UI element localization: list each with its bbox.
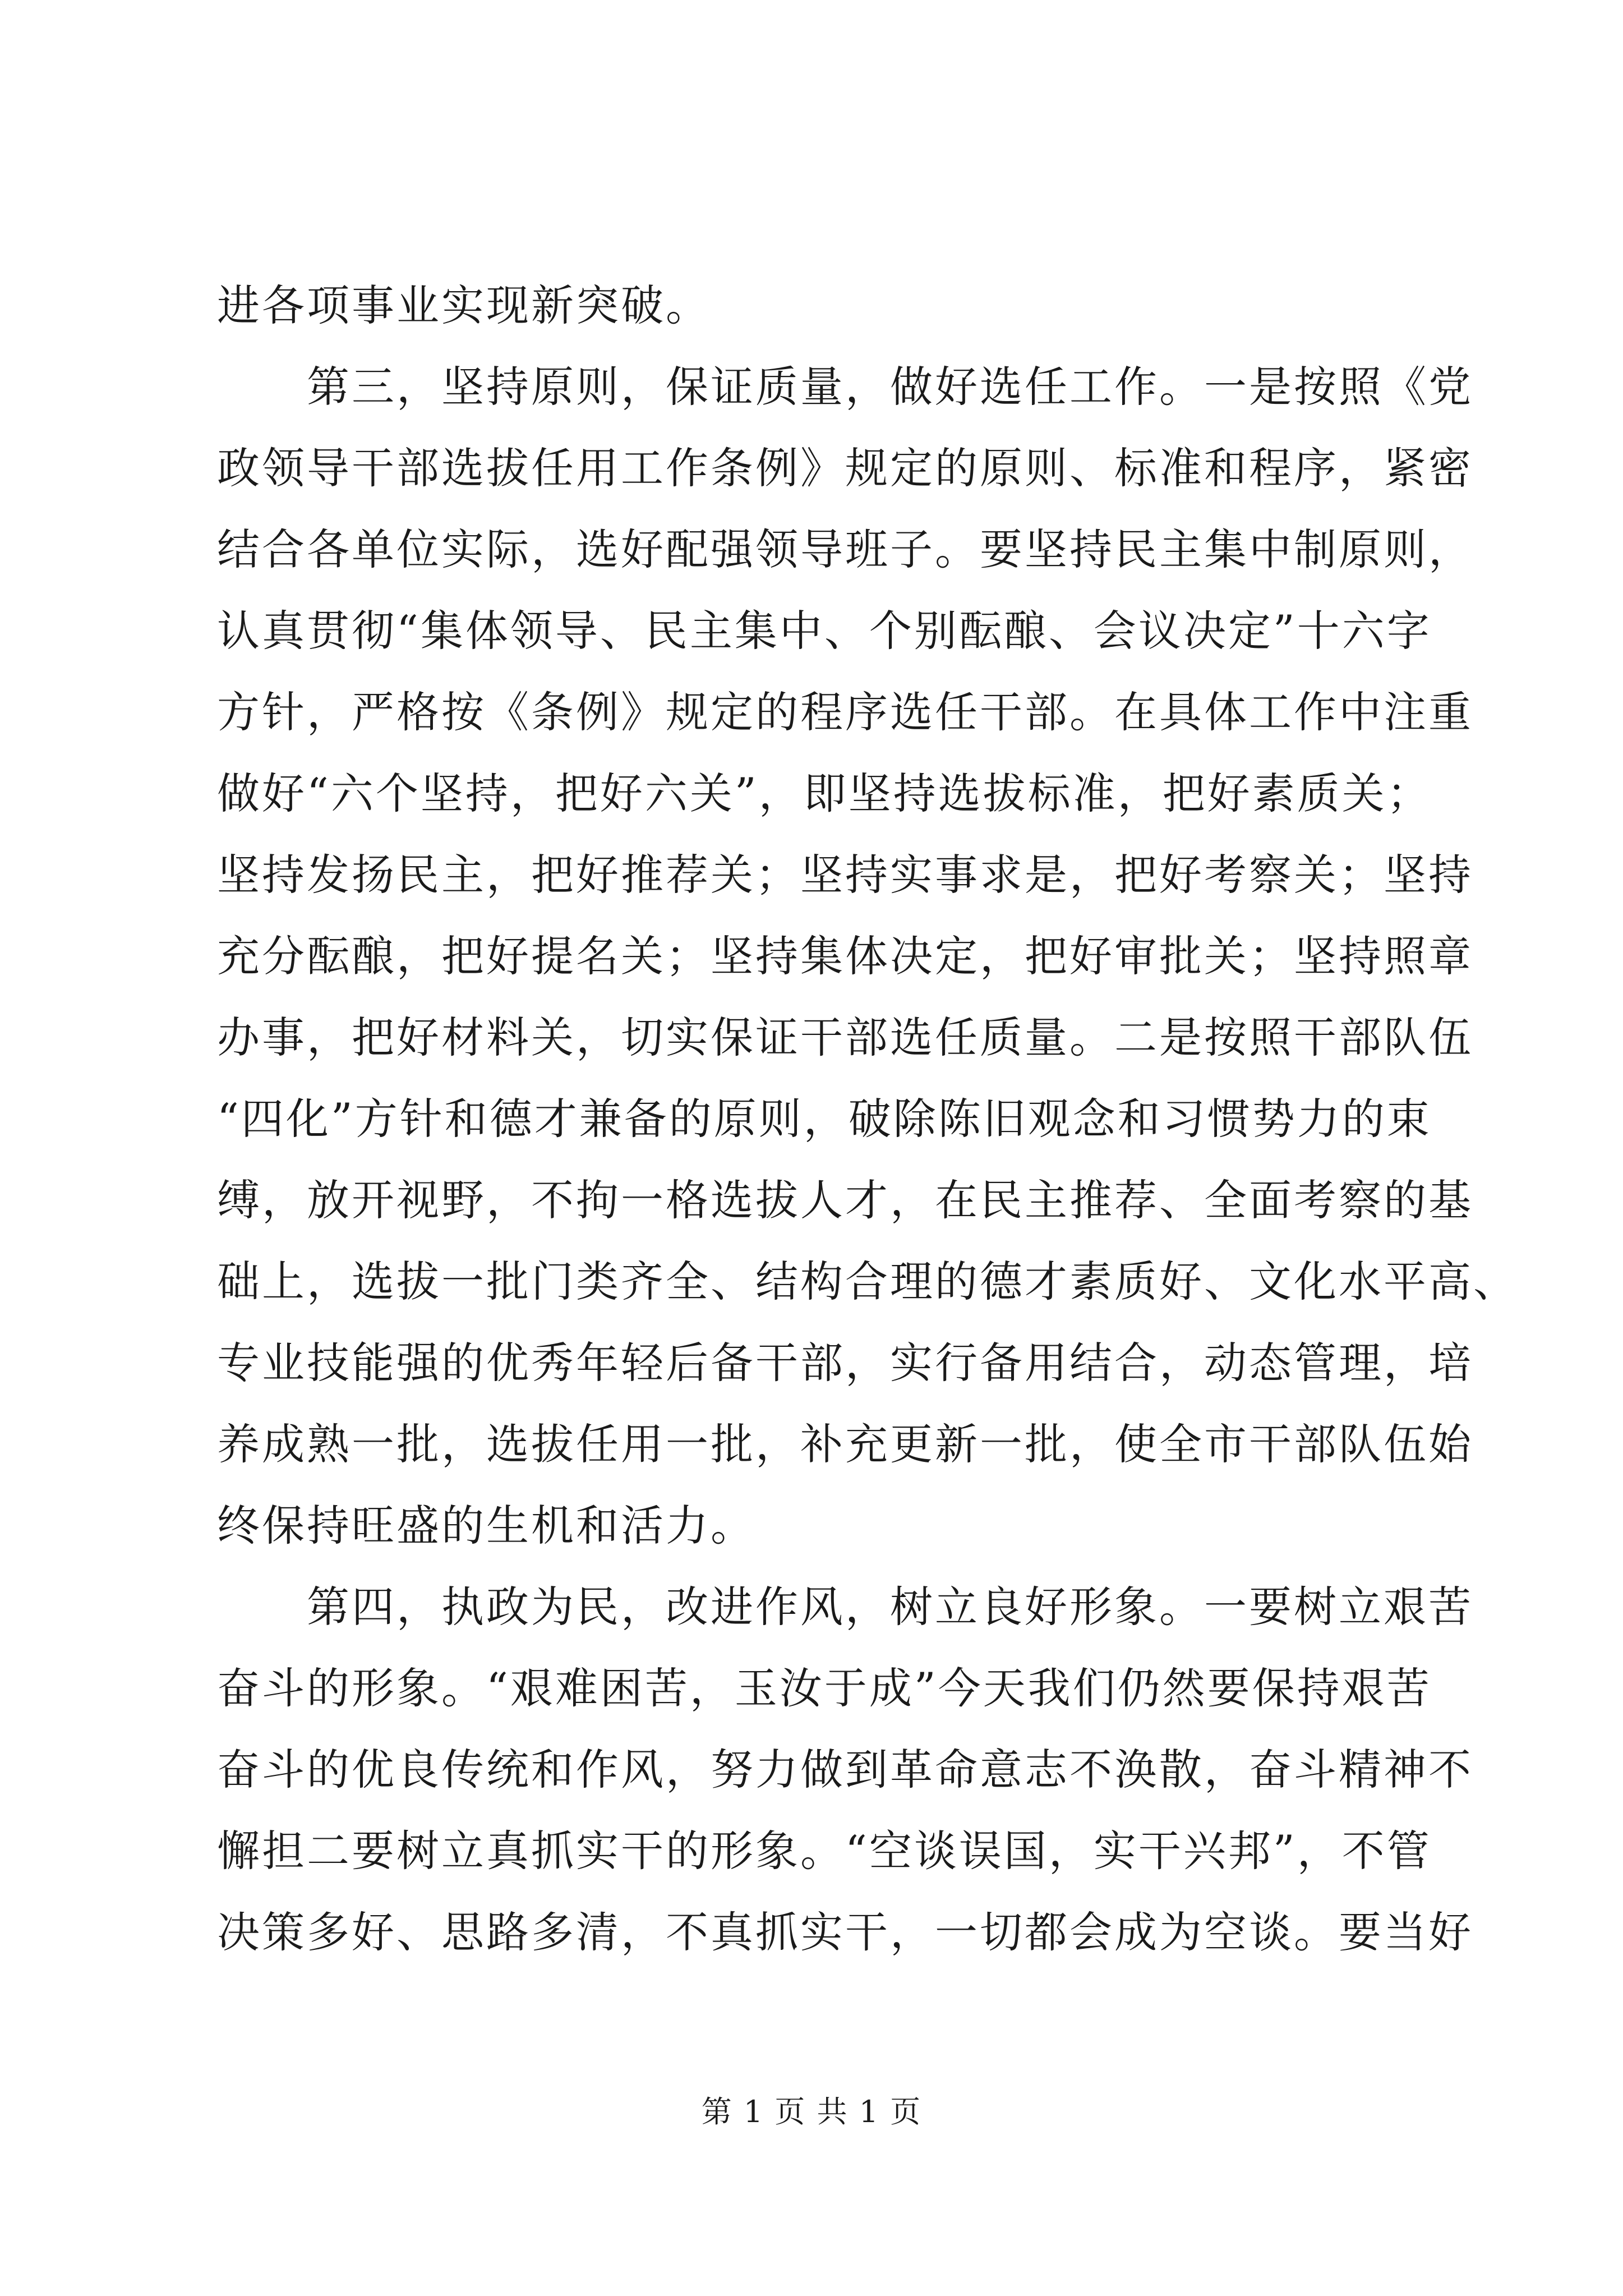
body-line: 奋斗的优良传统和作风，努力做到革命意志不涣散，奋斗精神不 (217, 1745, 1473, 1795)
body-line: 础上，选拔一批门类齐全、结构合理的德才素质好、文化水平高、 (217, 1257, 1518, 1306)
body-line: 缚，放开视野，不拘一格选拔人才，在民主推荐、全面考察的基 (217, 1175, 1473, 1225)
body-line: 坚持发扬民主，把好推荐关；坚持实事求是，把好考察关；坚持 (217, 850, 1473, 900)
body-line: 做好“六个坚持，把好六关”，即坚持选拔标准，把好素质关； (217, 769, 1432, 818)
body-line: 专业技能强的优秀年轻后备干部，实行备用结合，动态管理，培 (217, 1338, 1473, 1388)
body-line: 方针，严格按《条例》规定的程序选任干部。在具体工作中注重 (217, 687, 1473, 737)
body-line: 进各项事业实现新突破。 (217, 280, 711, 330)
body-line: 终保持旺盛的生机和活力。 (217, 1501, 755, 1550)
body-line: 政领导干部选拔任用工作条例》规定的原则、标准和程序，紧密 (217, 443, 1473, 493)
body-line: 办事，把好材料关，切实保证干部选任质量。二是按照干部队伍 (217, 1013, 1473, 1062)
body-line: “四化”方针和德才兼备的原则，破除陈旧观念和习惯势力的束 (217, 1094, 1432, 1144)
paragraph-start-line: 第四，执政为民，改进作风，树立良好形象。一要树立艰苦 (307, 1582, 1473, 1632)
body-line: 充分酝酿，把好提名关；坚持集体决定，把好审批关；坚持照章 (217, 931, 1473, 981)
document-body (217, 265, 1518, 1973)
body-line: 结合各单位实际，选好配强领导班子。要坚持民主集中制原则， (217, 524, 1473, 574)
body-line: 奋斗的形象。“艰难困苦，玉汝于成”今天我们仍然要保持艰苦 (217, 1663, 1432, 1713)
body-line: 养成熟一批，选拔任用一批，补充更新一批，使全市干部队伍始 (217, 1419, 1473, 1469)
body-line: 懈担二要树立真抓实干的形象。“空谈误国，实干兴邦”，不管 (217, 1826, 1432, 1876)
body-line: 认真贯彻“集体领导、民主集中、个别酝酿、会议决定”十六字 (217, 606, 1432, 656)
body-line: 决策多好、思路多清，不真抓实干，一切都会成为空谈。要当好 (217, 1907, 1473, 1957)
page-footer: 第 1 页 共 1 页 (701, 2094, 922, 2129)
paragraph-start-line: 第三，坚持原则，保证质量，做好选任工作。一是按照《党 (307, 362, 1473, 412)
